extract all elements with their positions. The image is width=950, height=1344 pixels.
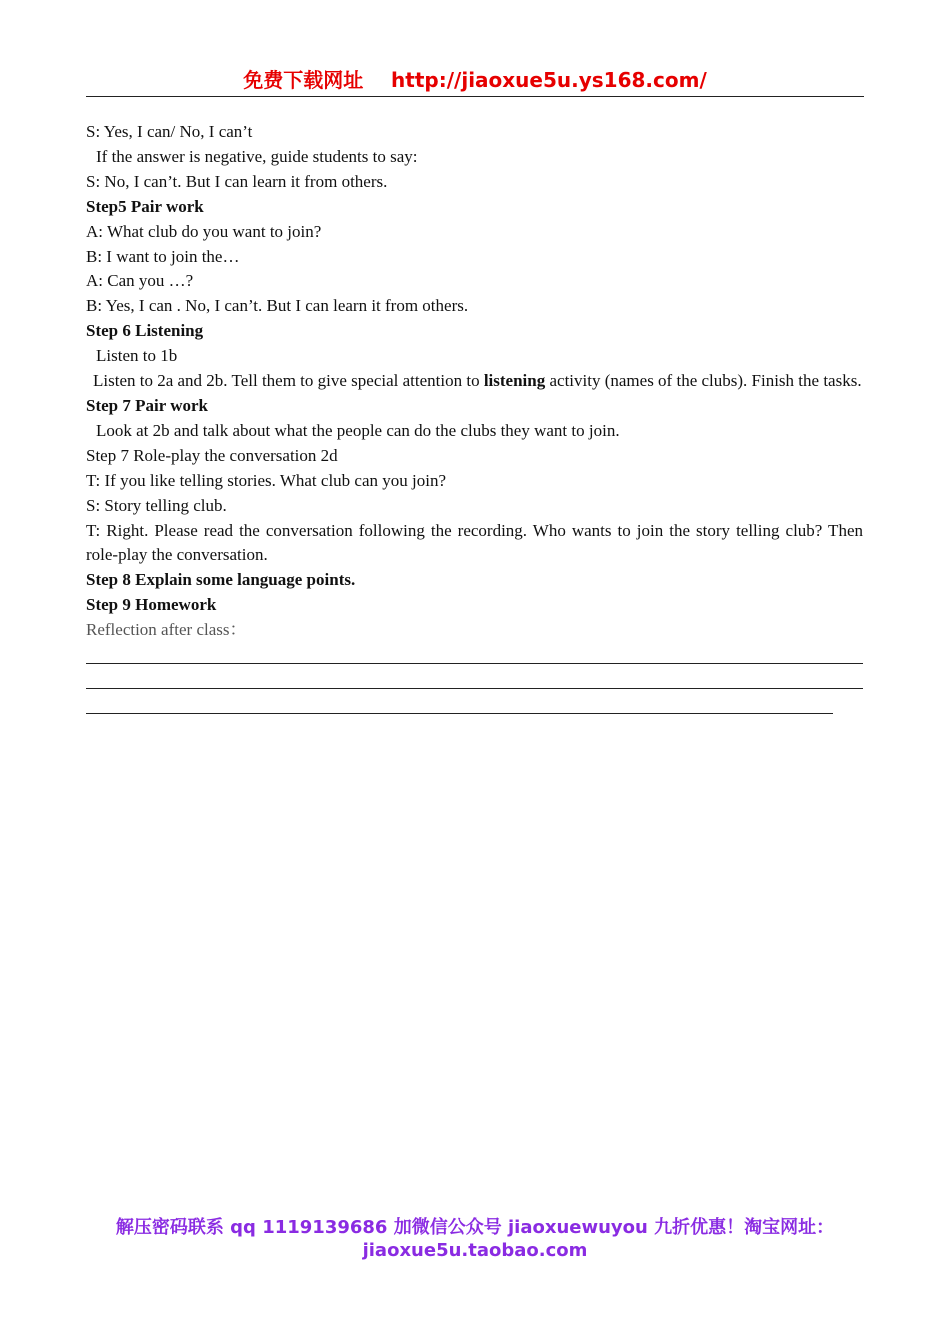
bold-word: listening — [483, 371, 546, 391]
paragraph-text: Listen to 2a and 2b. Tell them to give special attention to — [93, 371, 484, 391]
text-line: If the answer is negative, guide students to say: — [96, 146, 418, 166]
text-line: T: If you like telling stories. What club can you join? — [86, 470, 447, 490]
section-heading: Step 9 Homework — [86, 595, 217, 615]
role-play-paragraph: T: Right. Please read the conversation following the recording. Who wants to join the story telling club? Then role-play the conversation. — [86, 520, 863, 565]
text-line: B: I want to join the… — [86, 246, 240, 266]
footer-shop-link[interactable]: jiaoxue5u.taobao.com — [362, 1240, 588, 1261]
text-line: B: Yes, I can . No, I can’t. But I can learn it from others. — [86, 296, 469, 316]
text-line: A: Can you …? — [86, 271, 194, 291]
reflection-label: Reflection after class： — [86, 620, 247, 640]
section-heading: Step5 Pair work — [86, 196, 204, 216]
text-line: S: Yes, I can/ No, I can’t — [86, 122, 253, 141]
text-line: A: What club do you want to join? — [86, 221, 322, 241]
section-heading: Step 7 Pair work — [86, 395, 208, 415]
text-line: S: Story telling club. — [86, 495, 227, 515]
section-heading: Step 8 Explain some language points. — [86, 570, 356, 590]
page-footer — [60, 1216, 890, 1262]
text-line: Listen to 1b — [96, 346, 178, 366]
text-line: Step 7 Role-play the conversation 2d — [86, 445, 338, 465]
header-link-text[interactable]: 免费下载网址 http://jiaoxue5u.ys168.com/ — [243, 68, 707, 92]
blank-line — [86, 668, 863, 693]
text-line: Look at 2b and talk about what the people can do the clubs they want to join. — [96, 420, 620, 440]
blank-line — [86, 693, 863, 718]
page-header — [86, 66, 864, 97]
paragraph-text: activity (names of the clubs). Finish the tasks. — [545, 371, 862, 391]
document-body — [86, 120, 863, 718]
listening-paragraph — [86, 369, 863, 394]
blank-line — [86, 643, 863, 668]
section-heading: Step 6 Listening — [86, 321, 204, 341]
text-line: S: No, I can’t. But I can learn it from others. — [86, 171, 388, 191]
footer-contact: 解压密码联系 qq 1119139686 加微信公众号 jiaoxuewuyou 九折优惠！淘宝网址： — [115, 1217, 835, 1238]
